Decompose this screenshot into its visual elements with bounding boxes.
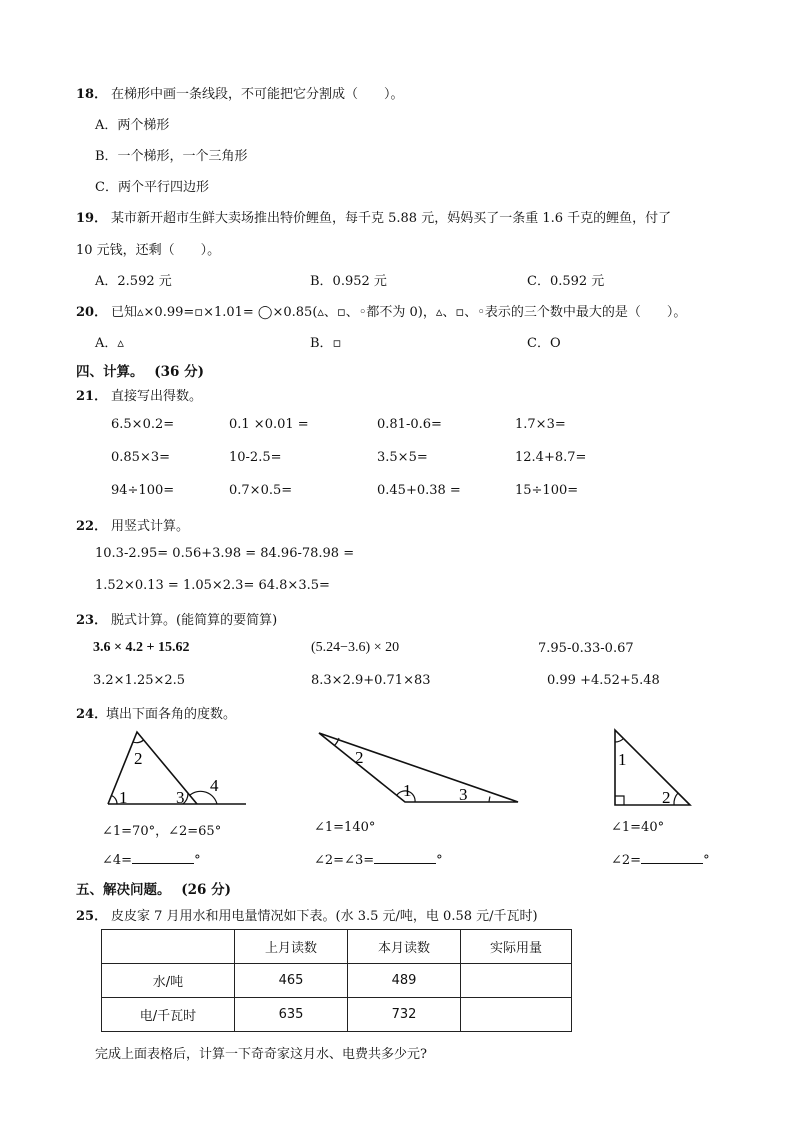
table-header-cell: 实际用量 bbox=[461, 930, 572, 964]
option-b: B．0.952 元 bbox=[310, 274, 387, 289]
question-text: 皮皮家 7 月用水和用电量情况如下表。(水 3.5 元/吨，电 0.58 元/千瓦时) bbox=[111, 909, 538, 924]
table-cell: 732 bbox=[348, 998, 461, 1032]
table-cell-answer[interactable] bbox=[461, 964, 572, 998]
angle-arc-2 bbox=[674, 793, 678, 805]
answer-line bbox=[102, 851, 201, 868]
answer-prompt: ∠2= bbox=[611, 853, 642, 868]
section-score: (36 分) bbox=[154, 364, 204, 380]
angle-label-1: 1 bbox=[618, 750, 627, 769]
section-heading bbox=[76, 360, 204, 380]
angle-arc-1 bbox=[112, 796, 118, 805]
section-heading bbox=[76, 878, 231, 898]
section-title: 四、计算。 bbox=[76, 364, 144, 380]
given-angles: ∠1=140° bbox=[314, 820, 376, 835]
oral-calc-item: 0.1 ×0.01 = bbox=[229, 417, 309, 432]
oral-calc-item: 0.45+0.38 = bbox=[377, 483, 461, 498]
option-a: A．两个梯形 bbox=[95, 118, 170, 133]
oral-calc-item: 0.7×0.5= bbox=[229, 483, 293, 498]
question-number: 19． bbox=[76, 211, 108, 226]
degree-unit: ° bbox=[703, 853, 710, 868]
oral-calc-item: 0.81-0.6= bbox=[377, 417, 442, 432]
given-angles: ∠1=40° bbox=[611, 820, 665, 835]
option-a: A．▵ bbox=[95, 336, 124, 351]
question-number: 23． bbox=[76, 613, 108, 628]
angle-label-1: 1 bbox=[403, 781, 412, 800]
calc-expression: 3.6 × 4.2 + 15.62 bbox=[93, 640, 190, 655]
given-angles: ∠1=70°，∠2=65° bbox=[102, 824, 222, 839]
option-a: A．2.592 元 bbox=[95, 274, 172, 289]
question-text: 填出下面各角的度数。 bbox=[106, 707, 237, 722]
answer-prompt: ∠2=∠3= bbox=[314, 853, 375, 868]
answer-line bbox=[611, 851, 710, 868]
calc-expression: (5.24−3.6) × 20 bbox=[311, 640, 400, 655]
calc-expression: 8.3×2.9+0.71×83 bbox=[311, 673, 431, 688]
option-c: C．0.592 元 bbox=[527, 274, 605, 289]
section-title: 五、解决问题。 bbox=[76, 882, 171, 898]
table-header-cell bbox=[102, 930, 235, 964]
question-text: 脱式计算。(能简算的要简算) bbox=[111, 613, 278, 628]
oral-calc-item: 12.4+8.7= bbox=[515, 450, 587, 465]
table-cell: 489 bbox=[348, 964, 461, 998]
triangle-figure-1 bbox=[100, 725, 250, 810]
answer-blank[interactable] bbox=[132, 851, 194, 864]
triangle-figure-3 bbox=[608, 726, 698, 810]
degree-unit: ° bbox=[194, 853, 201, 868]
calc-expression: 7.95-0.33-0.67 bbox=[538, 641, 634, 656]
angle-arc-3 bbox=[489, 797, 490, 803]
right-angle-mark bbox=[615, 796, 624, 805]
angle-arc-2 bbox=[133, 740, 144, 743]
question-text: 某市新开超市生鲜大卖场推出特价鲤鱼，每千克 5.88 元，妈妈买了一条重 1.6 千克的鲤鱼，付了 bbox=[111, 211, 672, 226]
option-b: B．一个梯形，一个三角形 bbox=[95, 149, 248, 164]
oral-calc-item: 94÷100= bbox=[111, 483, 175, 498]
angle-label-1: 1 bbox=[119, 788, 128, 807]
option-b: B．▫ bbox=[310, 336, 342, 351]
question-number: 24． bbox=[76, 707, 108, 722]
table-cell: 电/千瓦时 bbox=[102, 998, 235, 1032]
triangle-sides bbox=[319, 733, 518, 802]
angle-label-2: 2 bbox=[355, 748, 364, 767]
angle-label-3: 3 bbox=[459, 785, 468, 804]
oral-calc-item: 10-2.5= bbox=[229, 450, 282, 465]
answer-blank[interactable] bbox=[641, 851, 703, 864]
question-text: 已知▵×0.99=▫×1.01= ◯×0.85(▵、▫、◦都不为 0)，▵、▫、◦表示的三个数中最大的是（ ）。 bbox=[111, 305, 687, 320]
angle-label-2: 2 bbox=[134, 749, 143, 768]
angle-label-4: 4 bbox=[210, 776, 219, 795]
table-cell: 465 bbox=[235, 964, 348, 998]
table-cell: 水/吨 bbox=[102, 964, 235, 998]
answer-blank[interactable] bbox=[374, 851, 436, 864]
usage-table bbox=[101, 929, 572, 1032]
oral-calc-item: 6.5×0.2= bbox=[111, 417, 175, 432]
question-text: 在梯形中画一条线段，不可能把它分割成（ ）。 bbox=[111, 87, 404, 102]
angle-label-2: 2 bbox=[662, 788, 671, 807]
answer-line bbox=[314, 851, 443, 868]
table-cell: 635 bbox=[235, 998, 348, 1032]
question-followup: 完成上面表格后，计算一下奇奇家这月水、电费共多少元? bbox=[95, 1047, 427, 1062]
oral-calc-item: 0.85×3= bbox=[111, 450, 171, 465]
degree-unit: ° bbox=[436, 853, 443, 868]
question-number: 22． bbox=[76, 519, 108, 534]
table-header-cell: 上月读数 bbox=[235, 930, 348, 964]
section-score: (26 分) bbox=[181, 882, 231, 898]
question-number: 18． bbox=[76, 87, 108, 102]
angle-arc-1 bbox=[615, 739, 624, 743]
option-c: C．O bbox=[527, 336, 561, 351]
question-text-continued: 10 元钱，还剩（ ）。 bbox=[76, 243, 221, 258]
angle-label-3: 3 bbox=[176, 788, 185, 807]
table-header-row bbox=[102, 930, 572, 964]
table-cell-answer[interactable] bbox=[461, 998, 572, 1032]
vertical-calc-line: 1.52×0.13 = 1.05×2.3= 64.8×3.5= bbox=[95, 578, 330, 593]
question-text: 直接写出得数。 bbox=[111, 389, 203, 404]
question-number: 25． bbox=[76, 909, 108, 924]
question-number: 21． bbox=[76, 389, 108, 404]
table-row bbox=[102, 998, 572, 1032]
vertical-calc-line: 10.3-2.95= 0.56+3.98 = 84.96-78.98 = bbox=[95, 546, 355, 561]
triangle-figure-2 bbox=[315, 728, 525, 808]
oral-calc-item: 15÷100= bbox=[515, 483, 579, 498]
calc-expression: 0.99 +4.52+5.48 bbox=[547, 673, 660, 688]
question-text: 用竖式计算。 bbox=[111, 519, 190, 534]
table-row bbox=[102, 964, 572, 998]
oral-calc-item: 3.5×5= bbox=[377, 450, 428, 465]
oral-calc-item: 1.7×3= bbox=[515, 417, 566, 432]
option-c: C．两个平行四边形 bbox=[95, 180, 209, 195]
table-header-cell: 本月读数 bbox=[348, 930, 461, 964]
calc-expression: 3.2×1.25×2.5 bbox=[93, 673, 186, 688]
answer-prompt: ∠4= bbox=[102, 853, 133, 868]
question-number: 20． bbox=[76, 305, 108, 320]
